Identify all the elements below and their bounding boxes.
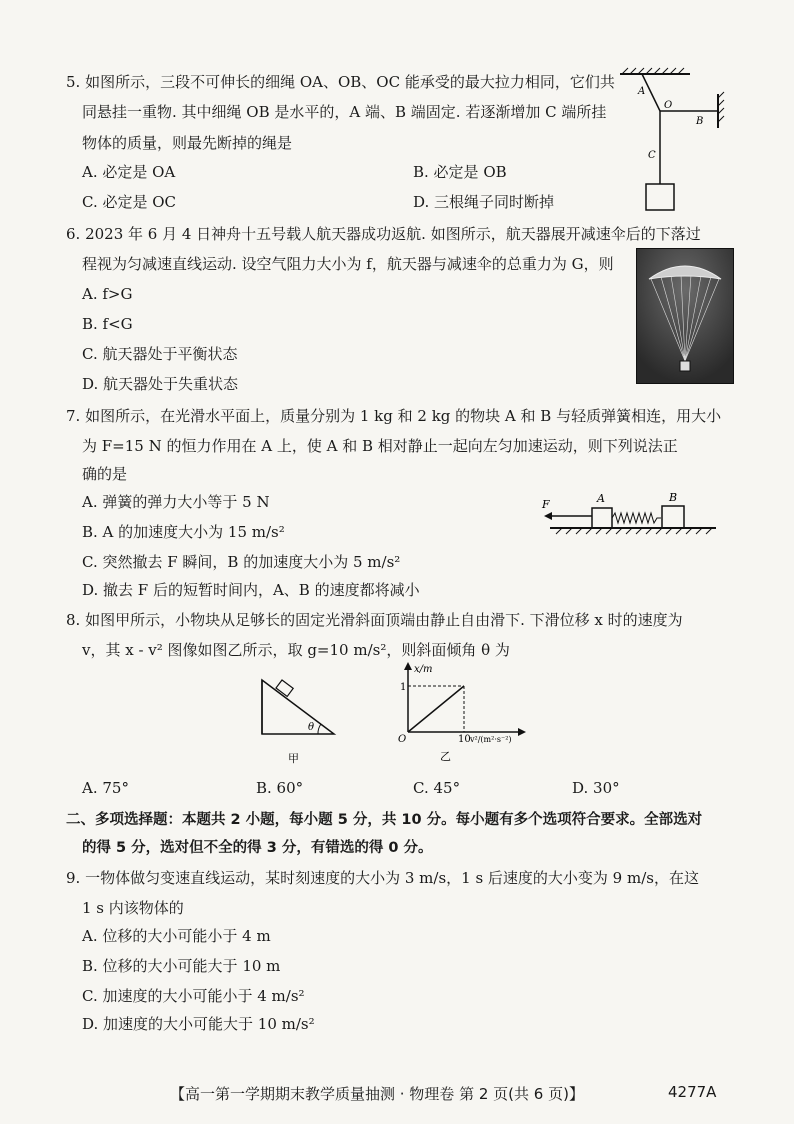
q5-option-d: D. 三根绳子同时断掉 — [413, 193, 555, 211]
q5-label-a: A — [638, 86, 646, 97]
parachute-icon — [637, 249, 733, 383]
q6-option-a: A. f>G — [82, 285, 133, 303]
q9-line-2: 1 s 内该物体的 — [82, 899, 184, 917]
q9-option-c: C. 加速度的大小可能小于 4 m/s² — [82, 987, 305, 1005]
q8-graph-ytick: 1 — [400, 682, 407, 693]
q7-line-2: 为 F=15 N 的恒力作用在 A 上，使 A 和 B 相对静止一起向左匀加速运动，则下列说法正 — [82, 437, 678, 455]
q5-label-c: C — [648, 150, 656, 161]
q9-option-b: B. 位移的大小可能大于 10 m — [82, 957, 281, 975]
q5-label-b: B — [696, 116, 704, 127]
q6-line-1: 6. 2023 年 6 月 4 日神舟十五号载人航天器成功返航. 如图所示，航天器展开减速伞后的下落过 — [66, 225, 701, 243]
q9-option-a: A. 位移的大小可能小于 4 m — [82, 927, 271, 945]
q8-theta-label: θ — [308, 722, 315, 733]
q8-graph-origin: O — [398, 734, 407, 745]
footer-title: 【高一第一学期期末教学质量抽测 · 物理卷 第 2 页(共 6 页)】 — [170, 1085, 584, 1103]
q8-line-2: v，其 x - v² 图像如图乙所示，取 g=10 m/s²，则斜面倾角 θ 为 — [82, 641, 510, 659]
q6-option-d: D. 航天器处于失重状态 — [82, 375, 239, 393]
q7-option-d: D. 撤去 F 后的短暂时间内，A、B 的速度都将减小 — [82, 581, 420, 599]
q8-incline-figure — [256, 672, 346, 768]
q5-rope-figure — [612, 66, 732, 216]
q7-line-1: 7. 如图所示，在光滑水平面上，质量分别为 1 kg 和 2 kg 的物块 A 和 B 与轻质弹簧相连，用大小 — [66, 407, 722, 425]
q5-line-2: 同悬挂一重物. 其中细绳 OB 是水平的，A 端、B 端固定. 若逐渐增加 C 端所挂 — [82, 103, 607, 121]
section2-line-1: 二、多项选择题：本题共 2 小题，每小题 5 分，共 10 分。每小题有多个选项符合要求。全部选对 — [66, 812, 703, 828]
q7-option-b: B. A 的加速度大小为 15 m/s² — [82, 523, 285, 541]
q8-xv2-graph — [394, 660, 534, 768]
q8-jia-caption: 甲 — [288, 752, 299, 765]
q8-graph-xlabel: v²/(m²·s⁻²) — [470, 735, 512, 744]
q5-option-b: B. 必定是 OB — [413, 163, 507, 181]
q7-option-a: A. 弹簧的弹力大小等于 5 N — [82, 493, 270, 511]
section2-line-2: 的得 5 分，选对但不全的得 3 分，有错选的得 0 分。 — [82, 840, 433, 856]
q7-label-b: B — [669, 491, 678, 504]
q9-option-d: D. 加速度的大小可能大于 10 m/s² — [82, 1015, 315, 1033]
q8-graph-ylabel: x/m — [414, 664, 433, 675]
q8-line-1: 8. 如图甲所示，小物块从足够长的固定光滑斜面顶端由静止自由滑下. 下滑位移 x 时的速度为 — [66, 611, 683, 629]
q8-option-a: A. 75° — [82, 779, 129, 797]
parachute-photo — [636, 248, 734, 384]
footer-code: 4277A — [668, 1083, 717, 1101]
q6-line-2: 程视为匀减速直线运动. 设空气阻力大小为 f，航天器与减速伞的总重力为 G，则 — [82, 255, 614, 273]
q8-graph-xtick: 10 — [458, 734, 471, 745]
q8-option-d: D. 30° — [572, 779, 620, 797]
q9-line-1: 9. 一物体做匀变速直线运动，某时刻速度的大小为 3 m/s，1 s 后速度的大小变为 9 m/s，在这 — [66, 869, 699, 887]
q8-option-b: B. 60° — [256, 779, 304, 797]
q5-label-o: O — [664, 100, 673, 111]
q5-option-a: A. 必定是 OA — [82, 163, 176, 181]
q6-option-b: B. f<G — [82, 315, 133, 333]
q7-label-f: F — [542, 498, 550, 511]
q6-option-c: C. 航天器处于平衡状态 — [82, 345, 238, 363]
q7-label-a: A — [597, 492, 605, 505]
q7-spring-figure — [536, 486, 722, 546]
q5-line-1: 5. 如图所示，三段不可伸长的细绳 OA、OB、OC 能承受的最大拉力相同，它们共 — [66, 73, 615, 91]
q5-line-3: 物体的质量，则最先断掉的绳是 — [82, 134, 293, 152]
q7-line-3: 确的是 — [82, 465, 128, 483]
q8-option-c: C. 45° — [413, 779, 461, 797]
q5-option-c: C. 必定是 OC — [82, 193, 177, 211]
q8-yi-caption: 乙 — [440, 750, 451, 763]
q7-option-c: C. 突然撤去 F 瞬间，B 的加速度大小为 5 m/s² — [82, 553, 401, 571]
